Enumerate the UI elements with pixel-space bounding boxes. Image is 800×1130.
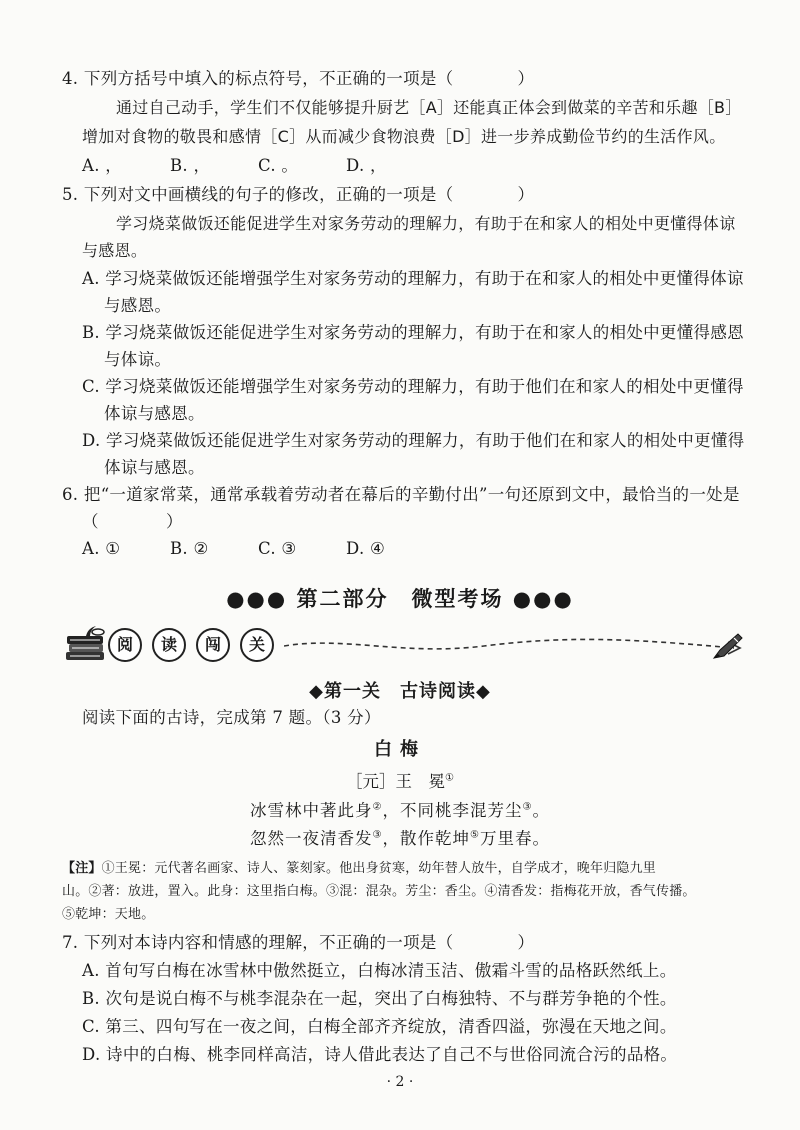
verse-text: ，散作乾坤: [382, 829, 470, 848]
note-line-2: 山。②著：放进，置入。此身：这里指白梅。③混：混杂。芳尘：香尘。④清香发：指梅花开放，香气传播。: [62, 884, 696, 899]
note-line-1: [62, 857, 752, 880]
q4-option-c[interactable]: C. 。: [258, 156, 299, 175]
q4-passage-line-1: 通过自己动手，学生们不仅能够提升厨艺［A］还能真正体会到做菜的辛苦和乐趣［B］: [116, 98, 742, 117]
q7-option-d[interactable]: D. 诗中的白梅、桃李同样高洁，诗人借此表达了自己不与世俗同流合污的品格。: [82, 1045, 678, 1064]
banner-char-2: 读: [152, 628, 186, 662]
q5-passage-line-1: 学习烧菜做饭还能促进学生对家务劳动的理解力，有助于在和家人的相处中更懂得体谅: [116, 214, 736, 233]
banner-label: [108, 628, 280, 662]
q6-stem: 6. 把“一道家常菜，通常承载着劳动者在幕后的辛勤付出”一句还原到文中，最恰当的一处是: [62, 485, 740, 504]
q5-option-a-cont: 与感恩。: [104, 296, 172, 315]
q5-option-d-cont: 体谅与感恩。: [104, 458, 205, 477]
note-text: ①王冕：元代著名画家、诗人、篆刻家。他出身贫寒，幼年替人放牛，自学成才，晚年归隐九里: [101, 861, 657, 876]
q4-option-d[interactable]: D. ，: [346, 156, 387, 175]
q7-option-c[interactable]: C. 第三、四句写在一夜之间，白梅全部齐齐绽放，清香四溢，弥漫在天地之间。: [82, 1017, 677, 1036]
q5-option-d[interactable]: D. 学习烧菜做饭还能促进学生对家务劳动的理解力，有助于他们在和家人的相处中更懂得: [82, 431, 745, 450]
poem-author-text: ［元］王 冕: [346, 772, 446, 791]
poem-line-1: [0, 797, 800, 821]
q6-paren: （ ）: [82, 512, 183, 531]
q5-option-a[interactable]: A. 学习烧菜做饭还能增强学生对家务劳动的理解力，有助于在和家人的相处中更懂得体谅: [82, 269, 744, 288]
q5-stem-end: ）: [517, 185, 535, 204]
section-title: ●●● 第二部分 微型考场 ●●●: [226, 587, 574, 611]
books-icon: [62, 622, 110, 670]
q7-stem-end: ）: [517, 933, 535, 952]
banner-char-1: 阅: [108, 628, 142, 662]
poem-notes: [62, 857, 752, 926]
pen-icon: [710, 628, 746, 664]
dashed-arrow-line: [284, 632, 744, 662]
q5-option-c-cont: 体谅与感恩。: [104, 404, 205, 423]
q6-option-c[interactable]: C. ③: [258, 539, 297, 558]
q4-options: [82, 153, 760, 179]
note-label: 【注】: [62, 861, 102, 876]
q5-stem: [62, 182, 760, 208]
q6-option-a[interactable]: A. ①: [82, 539, 121, 558]
reading-banner: [62, 620, 752, 672]
footnote-marker: ①: [445, 772, 454, 784]
q7-option-b[interactable]: B. 次句是说白梅不与桃李混杂在一起，突出了白梅独特、不与群芳争艳的个性。: [82, 989, 677, 1008]
q5-passage-line-2: 与感恩。: [82, 241, 148, 260]
footnote-marker: ②: [372, 801, 383, 813]
q5-option-b-cont: 与体谅。: [104, 350, 172, 369]
verse-text: 。: [532, 801, 550, 820]
q5-stem-text: 5. 下列对文中画横线的句子的修改，正确的一项是（: [62, 185, 454, 204]
q5-option-b[interactable]: B. 学习烧菜做饭还能促进学生对家务劳动的理解力，有助于在和家人的相处中更懂得感恩: [82, 323, 744, 342]
q7-stem: [62, 930, 760, 956]
sub-section-title: ◆第一关 古诗阅读◆: [309, 681, 491, 702]
q6-option-d[interactable]: D. ④: [346, 539, 386, 558]
q4-option-a[interactable]: A. ，: [82, 156, 123, 175]
q7-option-a[interactable]: A. 首句写白梅在冰雪林中傲然挺立，白梅冰清玉洁、傲霜斗雪的品格跃然纸上。: [82, 961, 677, 980]
q4-passage-line-2: 增加对食物的敬畏和感情［C］从而减少食物浪费［D］进一步养成勤俭节约的生活作风。: [82, 127, 726, 146]
verse-text: 万里春。: [479, 829, 550, 848]
poem-author: [0, 768, 800, 792]
q4-option-b[interactable]: B. ，: [170, 156, 211, 175]
poem-title: 白梅: [374, 739, 426, 760]
q4-stem-text: 4. 下列方括号中填入的标点符号，不正确的一项是（: [62, 69, 454, 88]
q4-stem: [62, 66, 760, 92]
footnote-marker: ③: [522, 801, 533, 813]
poem-line-2: [0, 825, 800, 849]
q5-option-c[interactable]: C. 学习烧菜做饭还能增强学生对家务劳动的理解力，有助于他们在和家人的相处中更懂得: [82, 377, 744, 396]
verse-text: 忽然一夜清香发: [250, 829, 373, 848]
q7-stem-text: 7. 下列对本诗内容和情感的理解，不正确的一项是（: [62, 933, 454, 952]
q6-options: [82, 536, 760, 562]
verse-text: 冰雪林中著此身: [250, 801, 373, 820]
verse-text: ，不同桃李混芳尘: [382, 801, 523, 820]
q4-stem-end: ）: [517, 69, 535, 88]
q6-option-b[interactable]: B. ②: [170, 539, 209, 558]
note-line-3: ⑤乾坤：天地。: [62, 907, 155, 922]
banner-char-4: 关: [240, 628, 274, 662]
banner-char-3: 闯: [196, 628, 230, 662]
poem-instruction: 阅读下面的古诗，完成第 7 题。（3 分）: [82, 708, 381, 727]
page-number: · 2 ·: [386, 1074, 414, 1090]
footnote-marker: ③: [372, 829, 383, 841]
footnote-marker: ⑤: [470, 829, 480, 841]
